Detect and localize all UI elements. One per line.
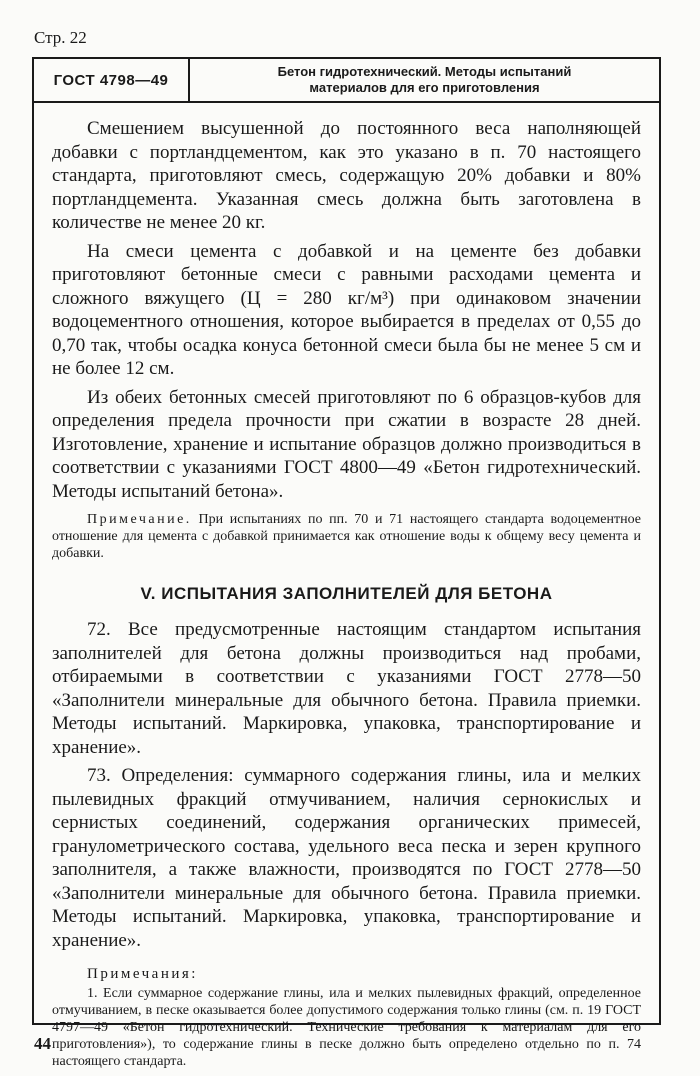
page-label: Стр. 22 — [34, 28, 87, 47]
paragraph-concrete-mixes: На смеси цемента с добавкой и на цементе без добавки приготовляют бетонные смеси с равными расходами цемента и сложного вяжущего (Ц = 280 кг/м³) при одинаковом значении водоцементного отношения, которое выбирается в пределах от 0,55 до 0,70 так, чтобы осадка конуса бетонной смеси была бы не менее 5 см и не более 12 см. — [52, 240, 641, 379]
paragraph-72: 72. Все предусмотренные настоящим стандартом испытания заполнителей для бетона должны производиться над пробами, отбираемыми в соответствии с указаниями ГОСТ 2778—50 «Заполнители минеральные для обычного бетона. Правила приемки. Методы испытаний. Маркировка, упаковка, транспортирование и хранение». — [52, 619, 641, 758]
note — [52, 511, 641, 562]
standard-title-line-2: материалов для его приготовления — [309, 80, 540, 95]
note-label: Примечание. — [87, 512, 192, 527]
standard-header — [34, 57, 659, 103]
page-number: 44 — [34, 1034, 51, 1053]
paragraph-73: 73. Определения: суммарного содержания глины, ила и мелких пылевидных фракций отмучиванием, наличия сернокислых и сернистых соединений, содержания органических примесей, гранулометрического состава, удельного веса песка и зерен крупного заполнителя, а также влажности, производятся по ГОСТ 2778—50 «Заполнители минеральные для обычного бетона. Правила приемки. Методы испытаний. Маркировка, упаковка, транспортирование и хранение». — [52, 765, 641, 951]
notes-label: Примечания: — [87, 966, 198, 982]
paragraph-cube-samples: Из обеих бетонных смесей приготовляют по 6 образцов-кубов для определения предела прочности при сжатии в возрасте 28 дней. Изготовление, хранение и испытание образцов должно производиться в соответствии с указаниями ГОСТ 4800—49 «Бетон гидротехнический. Методы испытаний бетона». — [52, 386, 641, 502]
standard-title — [190, 59, 659, 101]
note-1: 1. Если суммарное содержание глины, ила и мелких пылевидных фракций, определенное отмучиванием, в песке оказывается более допустимого содержания только глины (см. п. 19 ГОСТ 4797—49 «Бетон гидротехнический. Технические требования к материалам для его приготовления»), то содержание глины в песке должно быть определено отдельно по п. 74 настоящего стандарта. — [52, 986, 641, 1069]
standard-code: ГОСТ 4798—49 — [34, 59, 190, 101]
note-text: При испытаниях по пп. 70 и 71 настоящего стандарта водоцементное отношение для цемента с добавкой принимается как отношение воды к общему весу цемента и добавки. — [52, 512, 641, 561]
page-content — [52, 117, 641, 1070]
standard-title-line-1: Бетон гидротехнический. Методы испытаний — [277, 64, 572, 79]
section-heading: V. ИСПЫТАНИЯ ЗАПОЛНИТЕЛЕЙ ДЛЯ БЕТОНА — [140, 584, 553, 603]
paragraph-mixing: Смешением высушенной до постоянного веса наполняющей добавки с портландцементом, как это указано в п. 70 настоящего стандарта, приготовляют смесь, содержащую 20% добавки и 80% портландцемента. Указанная смесь должна быть заготовлена в количестве не менее 20 кг. — [52, 118, 641, 233]
